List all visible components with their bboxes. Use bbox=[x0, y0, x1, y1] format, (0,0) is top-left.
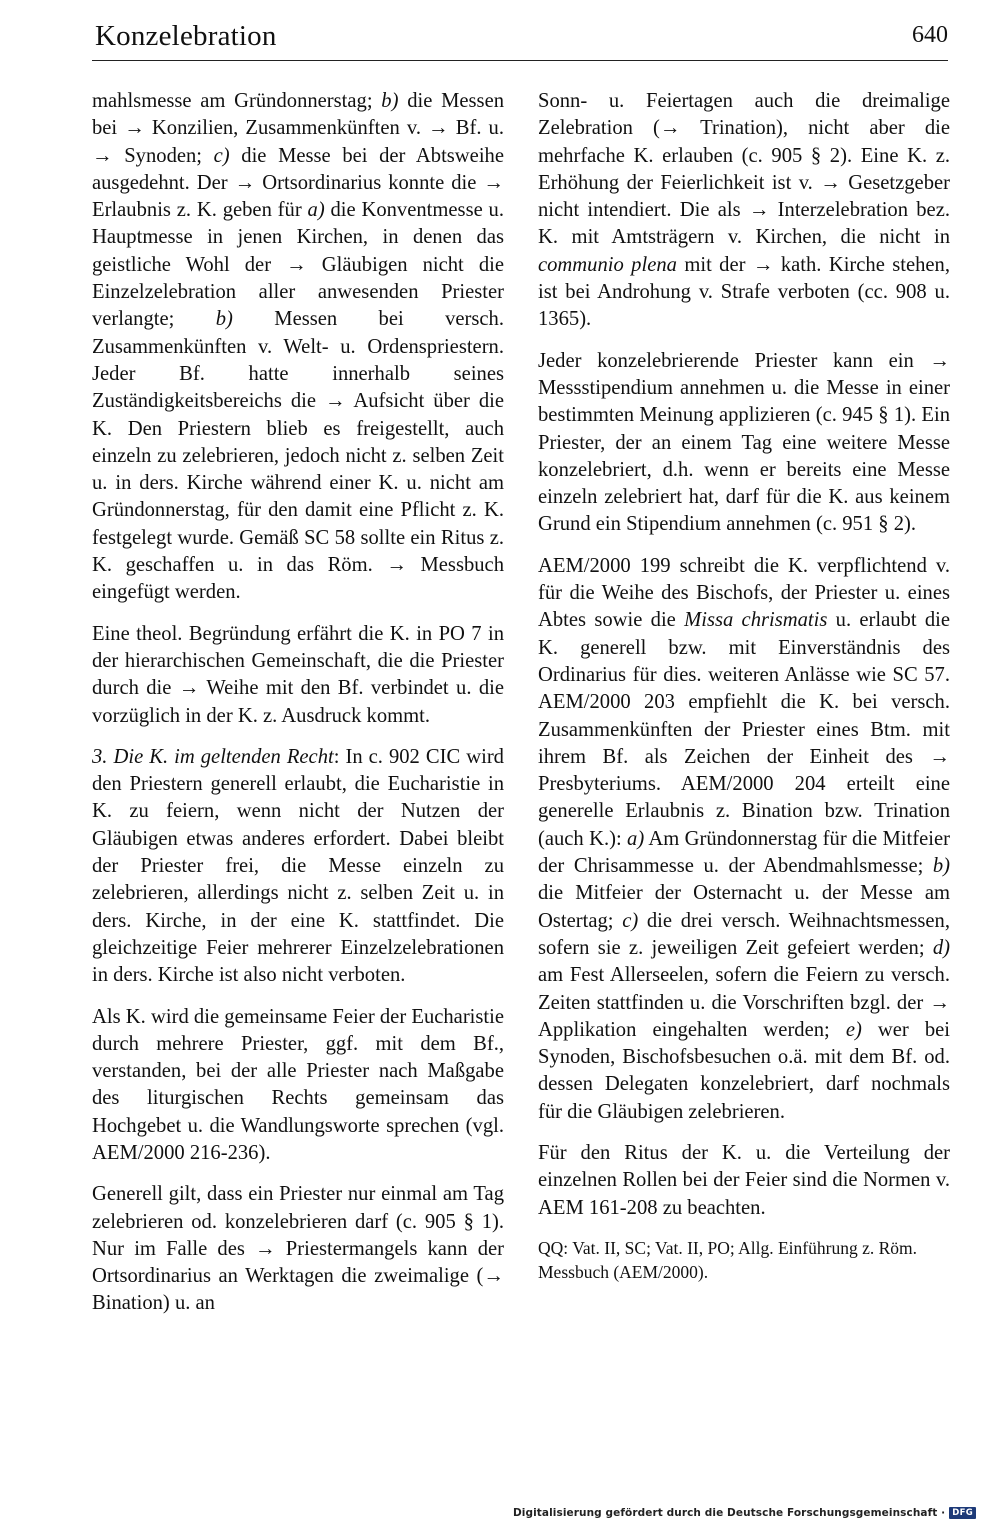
paragraph bbox=[538, 348, 950, 539]
text-run: die drei versch. Weihnachtsmessen, sofern sie z. jeweiligen Zeit gefeiert werden; bbox=[538, 909, 950, 959]
dfg-logo: DFG bbox=[949, 1507, 976, 1519]
italic-run: e) bbox=[845, 1018, 862, 1041]
paragraph bbox=[92, 621, 504, 730]
footer-credit: Digitalisierung gefördert durch die Deutsche Forschungsgemeinschaft · bbox=[512, 1507, 946, 1519]
text-run: die Messe bei der Abtsweihe ausgedehnt. Der → Ortsordinarius konnte die → Erlaubnis z. K. geben für bbox=[92, 144, 504, 222]
italic-run: d) bbox=[932, 936, 950, 959]
header-divider bbox=[92, 60, 948, 61]
text-run: Jeder konzelebrierende Priester kann ein → Messstipendium annehmen u. die Messe in einer bestimmten Meinung applizieren (c. 945 § 1). Ein Priester, der an einem Tag eine weitere Messe konzelebriert, d.h. wenn er bereits eine Messe einzeln zelebriert hat, darf für die K. aus keinem Grund ein Stipendium annehmen (c. 951 § 2). bbox=[538, 349, 950, 536]
text-run: mahlsmesse am Gründonnerstag; bbox=[92, 90, 382, 112]
digitization-footer bbox=[513, 1507, 976, 1519]
page-number: 640 bbox=[912, 22, 948, 48]
text-run: Generell gilt, dass ein Priester nur einmal am Tag zelebrieren od. konzelebrieren darf (c. 905 § 1). Nur im Falle des → Priestermangels kann der Ortsordinarius an Werktagen die zweimalige (→ Bination) u. an bbox=[92, 1183, 504, 1315]
paragraph bbox=[92, 1004, 504, 1168]
text-run: mit der → kath. Kirche stehen, ist bei Androhung v. Strafe verboten (cc. 908 u. 1365). bbox=[538, 253, 950, 331]
text-run: die Messen bei → Konzilien, Zusammenkünften v. → Bf. u. → Synoden; bbox=[92, 90, 505, 167]
left-column bbox=[92, 88, 504, 1332]
text-run: Messen bei versch. Zusammenkünften v. Welt- u. Ordenspriestern. Jeder Bf. hatte innerhalb seines Zuständigkeitsbereichs die → Aufsicht über die K. Den Priestern blieb es freigestellt, auch einzeln zu zelebrieren, jedoch nicht z. selben Zeit u. in ders. Kirche während einer K. u. nicht am Gründonnerstag, für den damit eine Pflicht z. K. festgelegt wurde. Gemäß SC 58 sollte ein Ritus z. K. geschaffen u. in das Röm. → Messbuch eingefügt werden. bbox=[92, 308, 504, 604]
italic-run: a) bbox=[627, 827, 645, 850]
italic-run: a) bbox=[307, 199, 325, 222]
text-run: Für den Ritus der K. u. die Verteilung der einzelnen Rollen bei der Feier sind die Normen v. AEM 161-208 zu beachten. bbox=[538, 1141, 950, 1219]
italic-run: c) bbox=[213, 144, 230, 167]
text-run: wer bei Synoden, Bischofsbesuchen o.ä. mit dem Bf. od. dessen Delegaten konzelebriert, darf nochmals für die Gläubigen zelebrieren. bbox=[538, 1018, 950, 1123]
text-run: AEM/2000 199 schreibt die K. verpflichtend v. für die Weihe des Bischofs, der Priester u. eines Abtes sowie die bbox=[538, 554, 950, 632]
text-run: u. erlaubt die K. generell bzw. mit Einverständnis des Ordinarius für dies. weiteren Anlässe wie SC 57. AEM/2000 203 empfiehlt die K. bei versch. Zusammenkünften der Priester eines Btm. mit ihrem Bf. als Zeichen der Einheit des → Presbyteriums. AEM/2000 204 erteilt eine generelle Erlaubnis z. Bination bzw. Trination (auch K.): bbox=[538, 609, 950, 850]
italic-run: b) bbox=[215, 308, 233, 331]
sources-note: QQ: Vat. II, SC; Vat. II, PO; Allg. Einführung z. Röm. Messbuch (AEM/2000). bbox=[538, 1237, 918, 1282]
page-title: Konzelebration bbox=[95, 20, 277, 52]
text-run: Am Gründonnerstag für die Mitfeier der Chrisammesse u. der Abendmahlsmesse; bbox=[538, 827, 950, 878]
paragraph bbox=[92, 744, 504, 990]
paragraph bbox=[538, 553, 950, 1126]
italic-run: c) bbox=[622, 909, 639, 932]
text-run: am Fest Allerseelen, sofern die Feiern zu versch. Zeiten stattfinden u. die Vorschriften bzgl. der → Applikation eingehalten werden; bbox=[538, 964, 950, 1041]
right-column bbox=[538, 88, 950, 1284]
italic-run: b) bbox=[932, 855, 950, 878]
paragraph bbox=[538, 88, 950, 334]
text-run: die Konventmesse u. Hauptmesse in jenen Kirchen, in denen das geistliche Wohl der → Gläubigen nicht die Einzelzelebration aller anwesenden Priester verlangte; bbox=[92, 199, 504, 331]
paragraph bbox=[92, 1181, 504, 1317]
text-run: Eine theol. Begründung erfährt die K. in PO 7 in der hierarchischen Gemeinschaft, die die Priester durch die → Weihe mit den Bf. verbindet u. die vorzüglich in der K. z. Ausdruck kommt. bbox=[92, 622, 504, 727]
italic-run: b) bbox=[381, 90, 399, 112]
italic-run: communio plena bbox=[538, 253, 677, 276]
italic-run: Missa chrismatis bbox=[684, 609, 828, 632]
text-run: Als K. wird die gemeinsame Feier der Eucharistie durch mehrere Priester, ggf. mit dem Bf., verstanden, bei der alle Priester nach Maßgabe des liturgischen Rechts gemeinsam das Hochgebet u. die Wandlungsworte sprechen (vgl. AEM/2000 216-236). bbox=[92, 1005, 504, 1164]
page-header bbox=[95, 18, 948, 62]
text-run: : In c. 902 CIC wird den Priestern generell erlaubt, die Eucharistie in K. zu feiern, wenn nicht der Nutzen der Gläubigen etwas anderes erfordert. Dabei bleibt der Priester frei, die Messe einzeln zu zelebrieren, allerdings nicht z. selben Zeit u. in ders. Kirche, in der eine K. stattfindet. Die gleichzeitige Feier mehrerer Einzelzelebrationen in ders. Kirche ist also nicht verboten. bbox=[92, 745, 504, 987]
text-run: die Mitfeier der Osternacht u. der Messe am Ostertag; bbox=[538, 882, 950, 932]
paragraph bbox=[92, 88, 504, 607]
italic-run: 3. Die K. im geltenden Recht bbox=[92, 745, 334, 768]
paragraph bbox=[538, 1140, 950, 1222]
text-run: Sonn- u. Feiertagen auch die dreimalige Zelebration (→ Trination), nicht aber die mehrfache K. erlauben (c. 905 § 2). Eine K. z. Erhöhung der Feierlichkeit ist v. → Gesetzgeber nicht intendiert. Die als → Interzelebration bez. K. mit Amtsträgern v. Kirchen, die nicht in bbox=[538, 90, 950, 249]
